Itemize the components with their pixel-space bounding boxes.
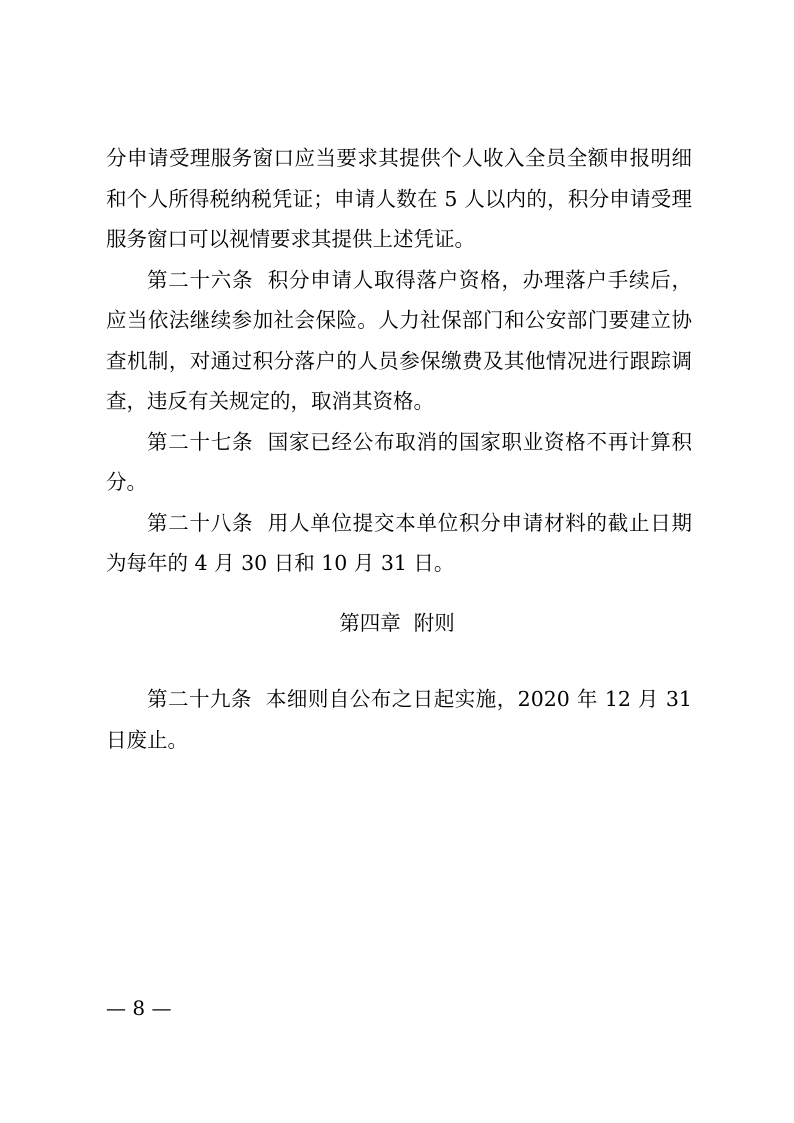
article-text: 本细则自公布之日起实施，2020 年 12 月 31 日废止。 (106, 687, 692, 752)
article-26 (106, 260, 692, 422)
chapter-heading (0, 603, 794, 643)
final-section (106, 679, 692, 760)
article-28 (106, 503, 692, 584)
article-number: 第二十六条 (147, 267, 254, 292)
article-27 (106, 422, 692, 503)
article-number: 第二十七条 (147, 429, 254, 454)
paragraph-continued (106, 138, 692, 260)
body-text (106, 138, 692, 584)
article-number: 第二十八条 (147, 510, 254, 535)
paragraph-text: 分申请受理服务窗口应当要求其提供个人收入全员全额申报明细和个人所得税纳税凭证；申请人数在 5 人以内的，积分申请受理服务窗口可以视情要求其提供上述凭证。 (106, 146, 692, 251)
article-29 (106, 679, 692, 760)
page-number: — 8 — (106, 996, 172, 1020)
article-text: 积分申请人取得落户资格，办理落户手续后，应当依法继续参加社会保险。人力社保部门和公安部门要建立协查机制，对通过积分落户的人员参保缴费及其他情况进行跟踪调查，违反有关规定的，取消其资格。 (106, 267, 692, 413)
article-number: 第二十九条 (147, 687, 252, 711)
chapter-number: 第四章 (339, 611, 401, 635)
article-text: 国家已经公布取消的国家职业资格不再计算积分。 (106, 429, 692, 494)
chapter-title: 附则 (413, 611, 455, 635)
article-text: 用人单位提交本单位积分申请材料的截止日期为每年的 4 月 30 日和 10 月 31 日。 (106, 510, 692, 575)
